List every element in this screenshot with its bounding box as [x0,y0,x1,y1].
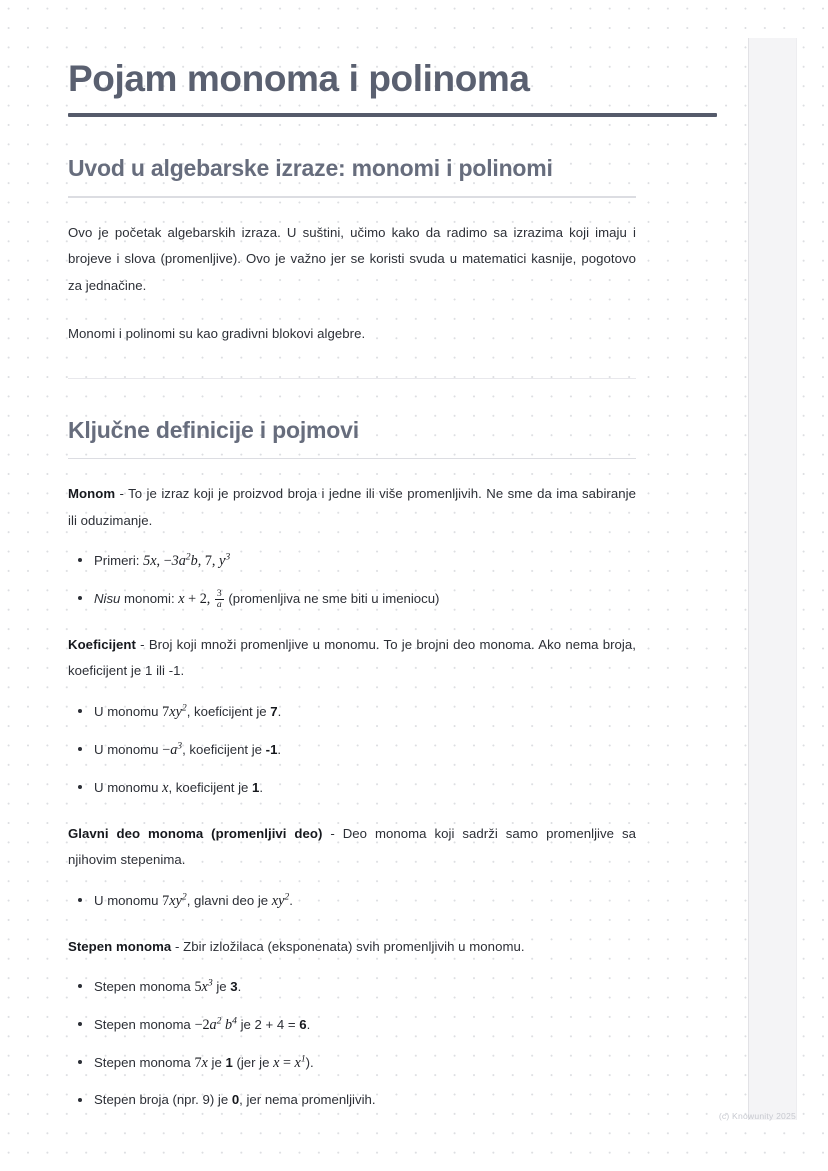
term-monom: Monom [68,486,116,502]
list-item [94,550,662,572]
bullet-list-koeficijent [68,701,662,799]
math-x: x [162,779,169,796]
definition-monom [68,481,636,534]
bullet-trail: , jer nema promenljivih. [239,1092,376,1108]
math-primeri: 5x, $-3a^2b$, 7, $y^3$ [143,551,231,569]
bullet-mid: , glavni deo je [186,892,272,908]
bullet-lead: Stepen monoma [94,979,195,995]
term-stepen-monoma: Stepen monoma [68,938,172,954]
bullet-value: 1 [252,779,260,795]
bullet-value: -1 [265,741,278,757]
bullet-value: 0 [231,1092,240,1108]
section-heading-intro: Uvod u algebarske izraze: monomi i polinomi [68,155,553,182]
dash-koeficijent: - [135,637,149,653]
list-item [94,739,662,761]
bullet-trail: . [306,1017,311,1033]
list-item [94,777,662,799]
intro-paragraph-2: Monomi i polinomi su kao gradivni blokovi algebre. [68,326,366,342]
definition-glavni-deo [68,821,636,874]
definition-text-koeficijent: Broj koji množi promenljive u monomu. To je brojni deo monoma. Ako nema broja, koeficijent je 1 ili -1. [68,637,637,679]
definition-text-stepen-monoma: Zbir izložilaca (eksponenata) svih promenljivih u monomu. [183,938,525,954]
bullet-mid: , koeficijent je [168,779,253,795]
definition-text-glavni-deo: Deo monoma koji sadrži samo promenljive sa njihovim stepenima. [68,825,636,868]
definition-stepen-monoma [68,934,636,960]
bullet-trail: . [259,779,264,795]
bullet-list-stepen-monoma [68,976,662,1110]
section-rule-intro [68,196,636,198]
bullet-trail-prefix: (jer je [232,1055,274,1071]
page-edge-strip [748,38,797,1120]
bullet-lead: U monomu [94,892,163,908]
list-item [94,588,662,610]
bullet-lead: U monomu [94,741,163,757]
bullet-lead: Primeri: [94,552,144,568]
list-item [94,701,662,723]
bullet-value: 7 [270,703,278,719]
bullet-trail: . [277,741,282,757]
bullet-lead: U monomu [94,779,163,795]
bullet-lead: U monomu [94,703,163,719]
math-minus-2a2b4: $-2a^2$ $b^4$ [194,1015,237,1034]
dash-glavni-deo: - [322,825,343,841]
bullet-lead: Stepen broja (npr. 9) je [94,1092,232,1108]
dash-stepen-monoma: - [171,938,184,954]
term-glavni-deo: Glavni deo monoma (promenljivi deo) [68,825,323,841]
math-7xy2: $7xy^2$ [162,890,187,909]
list-item [94,976,662,998]
page-title: Pojam monoma i polinoma [68,58,530,99]
bullet-list-glavni-deo [68,890,662,912]
bullet-mid: , koeficijent je [186,703,271,719]
bullet-mid: je 2 + 4 = [236,1017,300,1033]
bullet-value: 6 [299,1017,307,1033]
section-rule-key-definitions [68,458,636,460]
list-item [94,1052,662,1074]
bullet-mid: , koeficijent je [182,741,266,757]
list-item [94,1014,662,1036]
section-heading-key-definitions: Ključne definicije i pojmovi [68,416,359,443]
math-7x: 7x [194,1055,208,1072]
bullet-value: 1 [225,1055,233,1071]
definition-koeficijent [68,632,636,685]
dash-monom: - [115,486,129,502]
bullet-mid: je [212,979,231,995]
bullet-list-monom [68,550,662,610]
math-nisu-monomi: x + 2, $\frac{3}{a}$ [178,587,222,610]
section-divider [68,378,636,379]
bullet-lead: monomi: [120,590,179,606]
math-minus-a3: $-a^3$ [162,740,183,758]
definition-text-monom: To je izraz koji je proizvod broja i jedne ili više promenljivih. Ne sme da ima sabiranje ili oduzimanje. [68,486,636,528]
math-7xy2: $7xy^2$ [162,702,187,720]
list-item [94,1090,662,1110]
bullet-lead: Stepen monoma [94,1055,195,1071]
bullet-value: 3 [230,979,238,995]
bullet-trail: . [289,892,293,908]
bullet-mid: je [207,1055,226,1071]
bullet-lead: Stepen monoma [94,1017,195,1033]
term-koeficijent: Koeficijent [68,637,136,653]
bullet-trail: (promenljiva ne sme biti u imeniocu) [224,590,440,606]
title-rule [68,113,717,117]
bullet-lead-italic: Nisu [94,590,121,606]
math-5x3: $5x^3$ [194,977,213,996]
math-xy2: $xy^2$ [271,890,290,909]
bullet-trail: . [277,703,282,719]
math-x-eq-x1: $x = x^1$ [273,1053,306,1072]
intro-paragraph-1: Ovo je početak algebarskih izraza. U suštini, učimo kako da radimo sa izrazima koji imaju i brojeve i slova (promenljive). Ovo je važno jer se koristi svuda u matematici kasnije, pogotovo za jednačine. [68,224,636,293]
list-item [94,890,662,912]
watermark: (c) Knowunity 2025 [718,1111,796,1121]
bullet-trail: ). [305,1055,314,1071]
bullet-trail: . [237,979,242,995]
